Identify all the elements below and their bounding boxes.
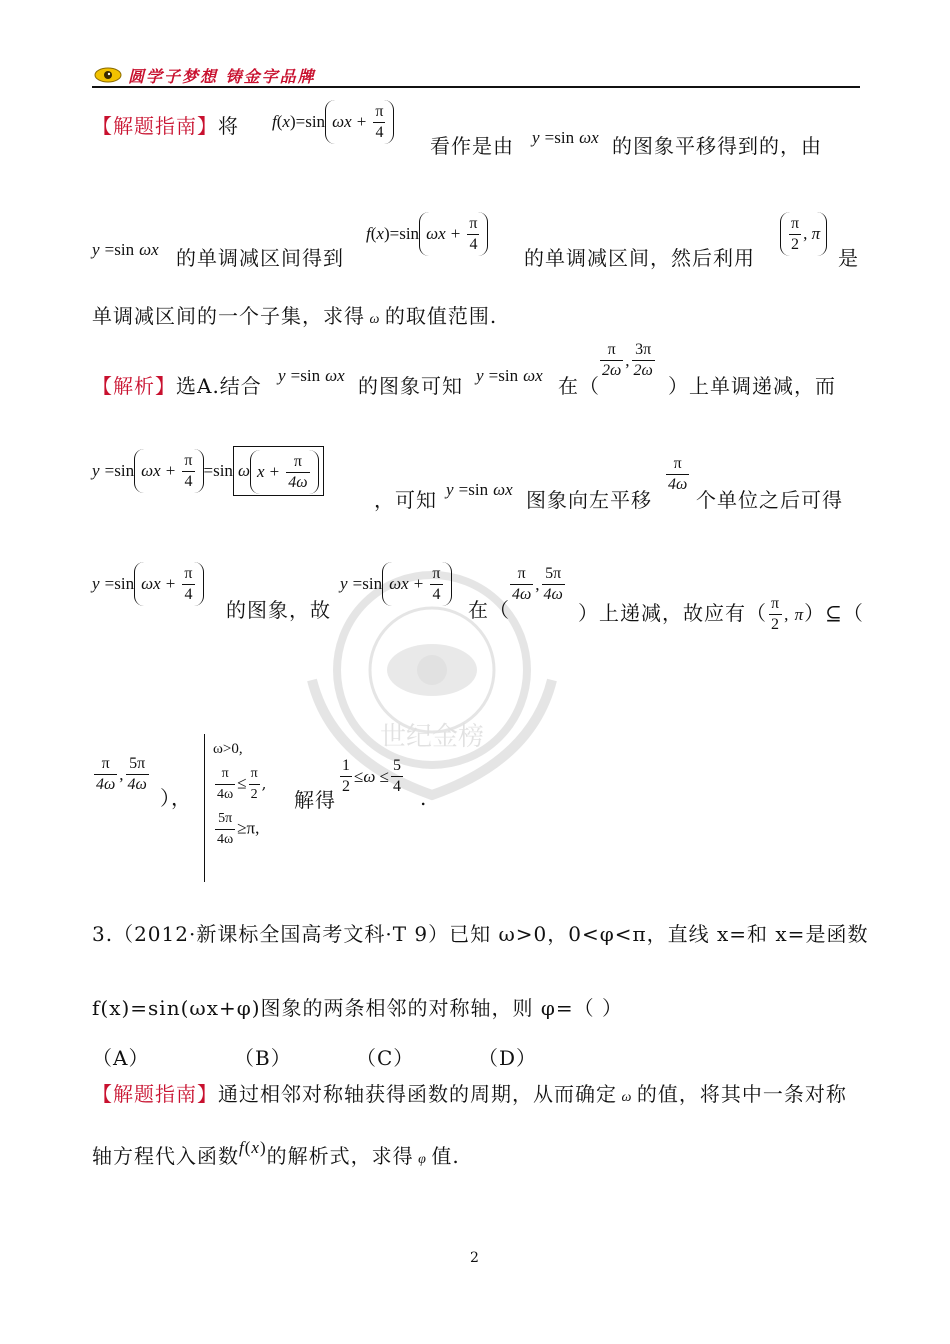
problem3-guide-label: 【解题指南】 bbox=[92, 1082, 218, 1106]
formula-ysin-2: y =sin ωx bbox=[92, 240, 159, 259]
header-divider bbox=[92, 86, 860, 88]
analysis-line-4b: 解得 bbox=[294, 788, 336, 812]
formula-y-shifted: y =sin ωx + $\frac{\pi}{4}$ bbox=[92, 562, 204, 606]
formula-y-shifted-2: y =sin ωx + $\frac{\pi}{4}$ bbox=[340, 562, 452, 606]
formula-ysin-5: y =sin ωx bbox=[446, 480, 513, 499]
formula-ysin-3: y =sin ωx bbox=[278, 366, 345, 385]
header-brand: 圆学子梦想 铸金字品牌 bbox=[128, 67, 316, 86]
guide-line-1: 【解题指南】将 bbox=[92, 110, 239, 139]
option-b[interactable]: （B） bbox=[234, 1046, 292, 1070]
page-number: 2 bbox=[470, 1250, 479, 1266]
analysis-line-1d: ）上单调递减，而 bbox=[668, 374, 836, 398]
formula-f-2: f(x)=sin ωx + $\frac{\pi}{4}$ bbox=[366, 212, 488, 256]
analysis-line-2c: 个单位之后可得 bbox=[696, 488, 843, 512]
problem3-guide-1: 【解题指南】通过相邻对称轴获得函数的周期，从而确定 ω 的值，将其中一条对称 bbox=[92, 1082, 847, 1106]
problem3-guide-2: 轴方程代入函数$^{f(x)}$的解析式，求得 φ 值. bbox=[92, 1138, 460, 1168]
shift-pi-4w: $\frac{\pi}{4\omega}$ bbox=[668, 455, 688, 493]
guide-line-1c: 的图象平移得到的，由 bbox=[612, 134, 822, 158]
analysis-line-3c: ）上递减，故应有（ $\frac{\pi}{2}$ , π）⊆（ bbox=[578, 595, 864, 633]
analysis-line-4a: ）， bbox=[160, 786, 192, 810]
analysis-label: 【解析】 bbox=[92, 374, 176, 398]
analysis-line-4c: . bbox=[420, 786, 428, 810]
guide-line-2a: 的单调减区间得到 bbox=[176, 246, 344, 270]
analysis-line-2b: 图象向左平移 bbox=[526, 488, 652, 512]
header-logo-icon bbox=[94, 66, 122, 88]
problem3-line-1: 3.（2012·新课标全国高考文科·T 9）已知 ω>0，0<φ<π，直线 x=和 x=是函数 bbox=[92, 922, 869, 946]
option-a[interactable]: （A） bbox=[92, 1046, 150, 1070]
formula-ysin-4: y =sin ωx bbox=[476, 366, 543, 385]
analysis-line-1c: 在（ bbox=[558, 374, 600, 398]
analysis-line-2a: ，可知 bbox=[374, 488, 437, 512]
analysis-line-3b: 在（ bbox=[468, 598, 510, 622]
guide-line-3: 单调减区间的一个子集，求得 ω 的取值范围. bbox=[92, 304, 498, 328]
guide-line-2b: 的单调减区间，然后利用 bbox=[524, 246, 755, 270]
analysis-line-1: 【解析】选A.结合 bbox=[92, 374, 262, 398]
guide-line-1b: 看作是由 bbox=[430, 134, 514, 158]
guide-line-2c: 是 bbox=[838, 246, 859, 270]
guide-label: 【解题指南】 bbox=[92, 114, 218, 138]
interval-pi4w-5pi4w: $\frac{\pi}{4\omega}$ , $\frac{5\pi}{4\omega}$ bbox=[512, 565, 563, 603]
option-d[interactable]: （D） bbox=[478, 1046, 538, 1070]
interval-pi2-pi: $\frac{\pi}{2}$ , π bbox=[780, 212, 827, 256]
watermark-chinese: 世纪金榜 bbox=[379, 722, 485, 752]
solution-range: $\frac{1}{2}$ ≤ω ≤ $\frac{5}{4}$ bbox=[342, 757, 401, 795]
option-c[interactable]: （C） bbox=[356, 1046, 415, 1070]
formula-ysin-1: y =sin ωx bbox=[532, 128, 599, 147]
interval-pi2w-3pi2w: $\frac{\pi}{2\omega}$ , $\frac{3\pi}{2\omega}$ bbox=[602, 341, 653, 379]
problem3-line-2: f(x)=sin(ωx+φ)图象的两条相邻的对称轴，则 φ=（ ） bbox=[92, 996, 624, 1020]
formula-f-1: f(x)=sin ωx + $\frac{\pi}{4}$ bbox=[272, 100, 394, 144]
interval-pi4w-5pi4w-b: $\frac{\pi}{4\omega}$ , $\frac{5\pi}{4\omega}$ bbox=[96, 755, 147, 793]
analysis-line-3a: 的图象，故 bbox=[226, 598, 331, 622]
formula-transform: y =sin ωx + $\frac{\pi}{4}$ =sin ω x + $\frac{\pi}{4\omega}$ bbox=[92, 446, 324, 496]
analysis-line-1b: 的图象可知 bbox=[358, 374, 463, 398]
inequality-system: ω>0, $\frac{\pi}{4\omega}$ ≤ $\frac{\pi}{2}$ , $\frac{5\pi}{4\omega}$ ≥π, bbox=[204, 734, 266, 882]
